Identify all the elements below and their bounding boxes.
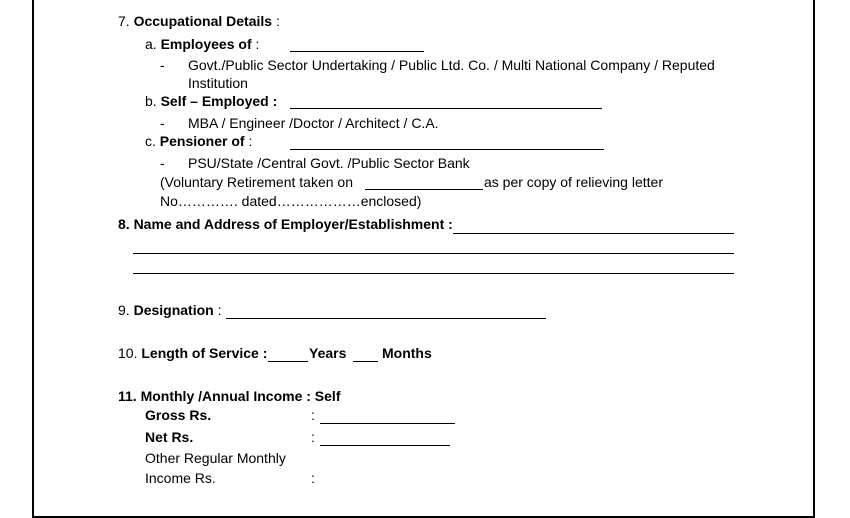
item-b-title: Self – Employed :: [160, 93, 278, 109]
self-employed-options: MBA / Engineer /Doctor / Architect / C.A.: [188, 115, 439, 131]
item-a-title: Employees of: [160, 36, 252, 52]
item-a-colon: :: [255, 36, 260, 52]
self-employed-label: [145, 92, 277, 110]
relieving-letter-details: No…………. dated………………enclosed): [160, 193, 422, 209]
months-text: Months: [382, 345, 432, 361]
section-11-label: [118, 387, 340, 405]
section-8-label: [118, 215, 453, 233]
months-label: [382, 344, 432, 362]
gross-text: Gross Rs.: [145, 407, 212, 423]
months-field[interactable]: [353, 361, 378, 362]
vrs-date-field[interactable]: [365, 189, 483, 190]
gross-income-field[interactable]: [320, 423, 455, 424]
section-11-title: 11. Monthly /Annual Income : Self: [118, 388, 341, 404]
item-c-title: Pensioner of: [159, 133, 245, 149]
years-label: [309, 344, 346, 362]
employer-address-line-2[interactable]: [133, 273, 734, 274]
other-income-colon: :: [311, 470, 315, 486]
section-9-number: 9.: [118, 302, 130, 318]
section-9-title: Designation: [133, 302, 214, 318]
employees-of-options: Govt./Public Sector Undertaking / Public Ltd. Co. / Multi National Company / Reputed: [188, 57, 715, 73]
section-7-number: 7.: [118, 13, 130, 29]
section-10-label: [118, 344, 267, 362]
pensioner-options: PSU/State /Central Govt. /Public Sector Bank: [188, 155, 470, 171]
dash-c: -: [160, 155, 165, 171]
item-a-prefix: a.: [145, 36, 157, 52]
other-income-label-cont: Income Rs.: [145, 470, 216, 486]
employees-of-options-cont: Institution: [188, 75, 248, 91]
section-10-title: Length of Service :: [141, 345, 268, 361]
employees-of-field[interactable]: [290, 51, 424, 52]
item-b-prefix: b.: [145, 93, 157, 109]
section-10-number: 10.: [118, 345, 138, 361]
employees-of-label: [145, 35, 259, 53]
dash-a: -: [160, 57, 165, 73]
employer-name-field[interactable]: [453, 233, 734, 234]
net-label: [145, 428, 193, 446]
pensioner-of-label: [145, 132, 252, 150]
dash-b: -: [160, 115, 165, 131]
section-9-label: [118, 301, 221, 319]
self-employed-field[interactable]: [290, 108, 602, 109]
section-7-colon: :: [275, 13, 280, 29]
vrs-text-prefix: (Voluntary Retirement taken on: [160, 174, 353, 190]
employer-address-line-1[interactable]: [133, 253, 734, 254]
pensioner-of-field[interactable]: [290, 149, 604, 150]
section-9-colon: :: [217, 302, 222, 318]
section-7-heading: [118, 12, 280, 30]
gross-colon: :: [311, 407, 315, 423]
net-colon: :: [311, 429, 315, 445]
years-text: Years: [309, 345, 347, 361]
section-8-title: 8. Name and Address of Employer/Establishment :: [118, 216, 453, 232]
item-c-colon: :: [248, 133, 253, 149]
other-income-label: Other Regular Monthly: [145, 450, 286, 466]
years-field[interactable]: [268, 361, 308, 362]
section-7-title: Occupational Details: [133, 13, 273, 29]
item-c-prefix: c.: [145, 133, 156, 149]
designation-field[interactable]: [226, 318, 546, 319]
net-income-field[interactable]: [320, 445, 450, 446]
gross-label: [145, 406, 211, 424]
net-text: Net Rs.: [145, 429, 194, 445]
vrs-text-suffix: as per copy of relieving letter: [484, 174, 663, 190]
